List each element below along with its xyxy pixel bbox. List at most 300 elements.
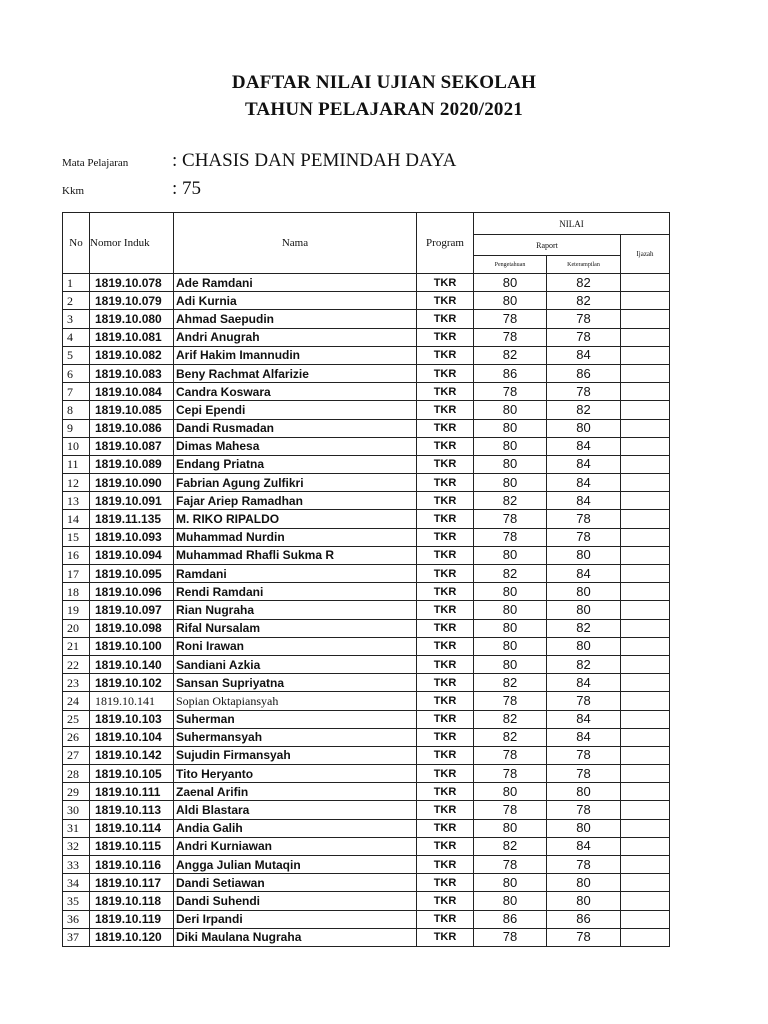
cell-program: TKR bbox=[417, 892, 474, 910]
header-nomor-induk: Nomor Induk bbox=[90, 213, 174, 274]
cell-keterampilan: 86 bbox=[547, 364, 621, 382]
cell-ijazah bbox=[621, 455, 670, 473]
cell-program: TKR bbox=[417, 546, 474, 564]
kkm-value: : 75 bbox=[172, 178, 202, 199]
cell-program: TKR bbox=[417, 292, 474, 310]
cell-program: TKR bbox=[417, 674, 474, 692]
cell-no: 22 bbox=[63, 655, 90, 673]
cell-no: 35 bbox=[63, 892, 90, 910]
cell-keterampilan: 80 bbox=[547, 546, 621, 564]
cell-program: TKR bbox=[417, 510, 474, 528]
cell-nomor-induk: 1819.10.093 bbox=[90, 528, 174, 546]
cell-nomor-induk: 1819.10.094 bbox=[90, 546, 174, 564]
cell-keterampilan: 78 bbox=[547, 528, 621, 546]
cell-ijazah bbox=[621, 292, 670, 310]
cell-program: TKR bbox=[417, 910, 474, 928]
cell-nama: Endang Priatna bbox=[174, 455, 417, 473]
cell-nomor-induk: 1819.10.141 bbox=[90, 692, 174, 710]
cell-nomor-induk: 1819.10.116 bbox=[90, 856, 174, 874]
cell-pengetahuan: 78 bbox=[474, 310, 547, 328]
cell-program: TKR bbox=[417, 746, 474, 764]
cell-keterampilan: 84 bbox=[547, 474, 621, 492]
cell-ijazah bbox=[621, 892, 670, 910]
cell-pengetahuan: 80 bbox=[474, 292, 547, 310]
cell-no: 30 bbox=[63, 801, 90, 819]
cell-no: 5 bbox=[63, 346, 90, 364]
cell-nama: Beny Rachmat Alfarizie bbox=[174, 364, 417, 382]
cell-ijazah bbox=[621, 310, 670, 328]
cell-no: 31 bbox=[63, 819, 90, 837]
cell-nomor-induk: 1819.10.082 bbox=[90, 346, 174, 364]
table-row bbox=[63, 601, 670, 619]
cell-pengetahuan: 80 bbox=[474, 874, 547, 892]
table-body bbox=[63, 274, 670, 947]
table-row bbox=[63, 892, 670, 910]
cell-pengetahuan: 78 bbox=[474, 928, 547, 946]
cell-program: TKR bbox=[417, 528, 474, 546]
cell-ijazah bbox=[621, 837, 670, 855]
cell-keterampilan: 84 bbox=[547, 674, 621, 692]
cell-ijazah bbox=[621, 655, 670, 673]
cell-nama: Suherman bbox=[174, 710, 417, 728]
cell-no: 14 bbox=[63, 510, 90, 528]
cell-nomor-induk: 1819.10.111 bbox=[90, 783, 174, 801]
cell-ijazah bbox=[621, 565, 670, 583]
cell-program: TKR bbox=[417, 692, 474, 710]
cell-no: 21 bbox=[63, 637, 90, 655]
cell-nama: Rendi Ramdani bbox=[174, 583, 417, 601]
cell-keterampilan: 78 bbox=[547, 928, 621, 946]
table-row bbox=[63, 746, 670, 764]
cell-no: 16 bbox=[63, 546, 90, 564]
cell-program: TKR bbox=[417, 346, 474, 364]
cell-no: 19 bbox=[63, 601, 90, 619]
cell-nama: Angga Julian Mutaqin bbox=[174, 856, 417, 874]
cell-pengetahuan: 82 bbox=[474, 346, 547, 364]
cell-nama: Sansan Supriyatna bbox=[174, 674, 417, 692]
table-row bbox=[63, 692, 670, 710]
cell-pengetahuan: 80 bbox=[474, 892, 547, 910]
cell-program: TKR bbox=[417, 710, 474, 728]
cell-nomor-induk: 1819.10.114 bbox=[90, 819, 174, 837]
cell-program: TKR bbox=[417, 819, 474, 837]
cell-no: 4 bbox=[63, 328, 90, 346]
cell-no: 29 bbox=[63, 783, 90, 801]
cell-pengetahuan: 80 bbox=[474, 546, 547, 564]
cell-nomor-induk: 1819.10.119 bbox=[90, 910, 174, 928]
table-row bbox=[63, 528, 670, 546]
cell-no: 36 bbox=[63, 910, 90, 928]
cell-program: TKR bbox=[417, 619, 474, 637]
cell-nomor-induk: 1819.10.089 bbox=[90, 455, 174, 473]
table-row bbox=[63, 583, 670, 601]
cell-keterampilan: 78 bbox=[547, 328, 621, 346]
cell-program: TKR bbox=[417, 474, 474, 492]
cell-no: 28 bbox=[63, 765, 90, 783]
cell-no: 2 bbox=[63, 292, 90, 310]
cell-nomor-induk: 1819.10.091 bbox=[90, 492, 174, 510]
cell-pengetahuan: 80 bbox=[474, 783, 547, 801]
cell-pengetahuan: 78 bbox=[474, 692, 547, 710]
cell-no: 17 bbox=[63, 565, 90, 583]
table-row bbox=[63, 910, 670, 928]
cell-nama: Ade Ramdani bbox=[174, 274, 417, 292]
cell-no: 33 bbox=[63, 856, 90, 874]
header-program: Program bbox=[417, 213, 474, 274]
cell-pengetahuan: 82 bbox=[474, 492, 547, 510]
cell-ijazah bbox=[621, 601, 670, 619]
cell-nama: Andri Kurniawan bbox=[174, 837, 417, 855]
cell-pengetahuan: 82 bbox=[474, 710, 547, 728]
cell-no: 18 bbox=[63, 583, 90, 601]
table-row bbox=[63, 383, 670, 401]
cell-program: TKR bbox=[417, 383, 474, 401]
cell-program: TKR bbox=[417, 583, 474, 601]
cell-keterampilan: 78 bbox=[547, 765, 621, 783]
cell-keterampilan: 84 bbox=[547, 346, 621, 364]
table-row bbox=[63, 510, 670, 528]
cell-ijazah bbox=[621, 437, 670, 455]
cell-ijazah bbox=[621, 401, 670, 419]
cell-keterampilan: 78 bbox=[547, 801, 621, 819]
cell-keterampilan: 80 bbox=[547, 419, 621, 437]
cell-no: 20 bbox=[63, 619, 90, 637]
cell-nomor-induk: 1819.10.096 bbox=[90, 583, 174, 601]
cell-keterampilan: 82 bbox=[547, 619, 621, 637]
cell-program: TKR bbox=[417, 928, 474, 946]
cell-pengetahuan: 80 bbox=[474, 819, 547, 837]
cell-nama: Dandi Setiawan bbox=[174, 874, 417, 892]
cell-nomor-induk: 1819.10.084 bbox=[90, 383, 174, 401]
table-row bbox=[63, 619, 670, 637]
cell-program: TKR bbox=[417, 364, 474, 382]
table-row bbox=[63, 346, 670, 364]
table-row bbox=[63, 401, 670, 419]
table-row bbox=[63, 328, 670, 346]
cell-pengetahuan: 82 bbox=[474, 565, 547, 583]
cell-pengetahuan: 78 bbox=[474, 383, 547, 401]
cell-keterampilan: 80 bbox=[547, 583, 621, 601]
cell-program: TKR bbox=[417, 601, 474, 619]
cell-program: TKR bbox=[417, 437, 474, 455]
cell-pengetahuan: 82 bbox=[474, 728, 547, 746]
header-no: No bbox=[63, 213, 90, 274]
cell-nomor-induk: 1819.10.105 bbox=[90, 765, 174, 783]
header-nama: Nama bbox=[174, 213, 417, 274]
cell-program: TKR bbox=[417, 328, 474, 346]
cell-ijazah bbox=[621, 692, 670, 710]
cell-no: 6 bbox=[63, 364, 90, 382]
cell-nomor-induk: 1819.10.081 bbox=[90, 328, 174, 346]
cell-pengetahuan: 78 bbox=[474, 328, 547, 346]
cell-nomor-induk: 1819.10.120 bbox=[90, 928, 174, 946]
cell-nomor-induk: 1819.10.086 bbox=[90, 419, 174, 437]
cell-ijazah bbox=[621, 328, 670, 346]
cell-pengetahuan: 80 bbox=[474, 401, 547, 419]
cell-ijazah bbox=[621, 910, 670, 928]
cell-keterampilan: 84 bbox=[547, 837, 621, 855]
cell-ijazah bbox=[621, 674, 670, 692]
cell-no: 10 bbox=[63, 437, 90, 455]
cell-no: 12 bbox=[63, 474, 90, 492]
cell-program: TKR bbox=[417, 801, 474, 819]
cell-nomor-induk: 1819.10.078 bbox=[90, 274, 174, 292]
cell-no: 32 bbox=[63, 837, 90, 855]
cell-ijazah bbox=[621, 637, 670, 655]
cell-no: 23 bbox=[63, 674, 90, 692]
cell-no: 3 bbox=[63, 310, 90, 328]
cell-nama: Adi Kurnia bbox=[174, 292, 417, 310]
cell-keterampilan: 82 bbox=[547, 292, 621, 310]
cell-nama: Dandi Rusmadan bbox=[174, 419, 417, 437]
cell-ijazah bbox=[621, 856, 670, 874]
cell-pengetahuan: 82 bbox=[474, 837, 547, 855]
cell-nama: Muhammad Rhafli Sukma R bbox=[174, 546, 417, 564]
table-row bbox=[63, 801, 670, 819]
cell-program: TKR bbox=[417, 492, 474, 510]
cell-keterampilan: 80 bbox=[547, 874, 621, 892]
cell-ijazah bbox=[621, 801, 670, 819]
subject-value: : CHASIS DAN PEMINDAH DAYA bbox=[172, 150, 457, 171]
cell-nama: M. RIKO RIPALDO bbox=[174, 510, 417, 528]
header-keterampilan: Keterampilan bbox=[547, 256, 621, 274]
cell-nama: Dimas Mahesa bbox=[174, 437, 417, 455]
cell-program: TKR bbox=[417, 783, 474, 801]
cell-no: 1 bbox=[63, 274, 90, 292]
header-nilai: NILAI bbox=[474, 213, 670, 235]
cell-program: TKR bbox=[417, 655, 474, 673]
cell-nama: Ramdani bbox=[174, 565, 417, 583]
cell-no: 11 bbox=[63, 455, 90, 473]
cell-pengetahuan: 78 bbox=[474, 510, 547, 528]
cell-pengetahuan: 78 bbox=[474, 746, 547, 764]
cell-keterampilan: 84 bbox=[547, 492, 621, 510]
cell-pengetahuan: 86 bbox=[474, 910, 547, 928]
cell-pengetahuan: 78 bbox=[474, 801, 547, 819]
cell-ijazah bbox=[621, 583, 670, 601]
cell-nomor-induk: 1819.10.104 bbox=[90, 728, 174, 746]
table-row bbox=[63, 819, 670, 837]
table-row bbox=[63, 655, 670, 673]
cell-nomor-induk: 1819.11.135 bbox=[90, 510, 174, 528]
cell-program: TKR bbox=[417, 565, 474, 583]
header-ijazah: Ijazah bbox=[621, 235, 670, 274]
cell-program: TKR bbox=[417, 837, 474, 855]
table-row bbox=[63, 637, 670, 655]
cell-ijazah bbox=[621, 474, 670, 492]
cell-nomor-induk: 1819.10.083 bbox=[90, 364, 174, 382]
cell-nomor-induk: 1819.10.115 bbox=[90, 837, 174, 855]
cell-pengetahuan: 80 bbox=[474, 601, 547, 619]
cell-no: 7 bbox=[63, 383, 90, 401]
cell-nomor-induk: 1819.10.080 bbox=[90, 310, 174, 328]
cell-ijazah bbox=[621, 364, 670, 382]
cell-no: 27 bbox=[63, 746, 90, 764]
cell-keterampilan: 84 bbox=[547, 437, 621, 455]
cell-pengetahuan: 80 bbox=[474, 474, 547, 492]
cell-no: 9 bbox=[63, 419, 90, 437]
cell-pengetahuan: 80 bbox=[474, 583, 547, 601]
cell-ijazah bbox=[621, 710, 670, 728]
table-row bbox=[63, 474, 670, 492]
table-row bbox=[63, 437, 670, 455]
cell-nomor-induk: 1819.10.103 bbox=[90, 710, 174, 728]
cell-keterampilan: 86 bbox=[547, 910, 621, 928]
cell-ijazah bbox=[621, 419, 670, 437]
cell-pengetahuan: 78 bbox=[474, 528, 547, 546]
cell-keterampilan: 78 bbox=[547, 383, 621, 401]
grades-table bbox=[62, 212, 670, 947]
cell-nomor-induk: 1819.10.095 bbox=[90, 565, 174, 583]
table-row bbox=[63, 310, 670, 328]
cell-nama: Arif Hakim Imannudin bbox=[174, 346, 417, 364]
cell-keterampilan: 80 bbox=[547, 819, 621, 837]
cell-nomor-induk: 1819.10.079 bbox=[90, 292, 174, 310]
cell-program: TKR bbox=[417, 274, 474, 292]
kkm-label: Kkm bbox=[62, 185, 84, 197]
document-title-line1: DAFTAR NILAI UJIAN SEKOLAH bbox=[231, 72, 537, 93]
cell-nomor-induk: 1819.10.117 bbox=[90, 874, 174, 892]
cell-nomor-induk: 1819.10.090 bbox=[90, 474, 174, 492]
cell-nomor-induk: 1819.10.118 bbox=[90, 892, 174, 910]
cell-keterampilan: 84 bbox=[547, 710, 621, 728]
cell-keterampilan: 80 bbox=[547, 783, 621, 801]
cell-keterampilan: 80 bbox=[547, 601, 621, 619]
cell-nama: Fabrian Agung Zulfikri bbox=[174, 474, 417, 492]
document-title-line2: TAHUN PELAJARAN 2020/2021 bbox=[244, 99, 524, 120]
cell-keterampilan: 78 bbox=[547, 310, 621, 328]
cell-ijazah bbox=[621, 346, 670, 364]
cell-pengetahuan: 80 bbox=[474, 637, 547, 655]
cell-nama: Candra Koswara bbox=[174, 383, 417, 401]
cell-program: TKR bbox=[417, 310, 474, 328]
table-row bbox=[63, 837, 670, 855]
cell-pengetahuan: 80 bbox=[474, 619, 547, 637]
cell-pengetahuan: 86 bbox=[474, 364, 547, 382]
cell-ijazah bbox=[621, 746, 670, 764]
cell-nomor-induk: 1819.10.140 bbox=[90, 655, 174, 673]
cell-no: 13 bbox=[63, 492, 90, 510]
cell-nama: Zaenal Arifin bbox=[174, 783, 417, 801]
cell-nomor-induk: 1819.10.087 bbox=[90, 437, 174, 455]
header-raport: Raport bbox=[474, 235, 621, 256]
cell-no: 37 bbox=[63, 928, 90, 946]
cell-nama: Sopian Oktapiansyah bbox=[174, 692, 417, 710]
cell-ijazah bbox=[621, 510, 670, 528]
cell-nama: Aldi Blastara bbox=[174, 801, 417, 819]
cell-nama: Diki Maulana Nugraha bbox=[174, 928, 417, 946]
subject-label: Mata Pelajaran bbox=[62, 157, 129, 169]
cell-keterampilan: 80 bbox=[547, 892, 621, 910]
cell-pengetahuan: 82 bbox=[474, 674, 547, 692]
cell-nomor-induk: 1819.10.102 bbox=[90, 674, 174, 692]
table-row bbox=[63, 364, 670, 382]
cell-program: TKR bbox=[417, 856, 474, 874]
table-row bbox=[63, 274, 670, 292]
cell-no: 26 bbox=[63, 728, 90, 746]
table-row bbox=[63, 674, 670, 692]
cell-nama: Dandi Suhendi bbox=[174, 892, 417, 910]
cell-keterampilan: 78 bbox=[547, 692, 621, 710]
table-row bbox=[63, 856, 670, 874]
cell-pengetahuan: 80 bbox=[474, 655, 547, 673]
cell-nomor-induk: 1819.10.085 bbox=[90, 401, 174, 419]
cell-ijazah bbox=[621, 619, 670, 637]
cell-pengetahuan: 78 bbox=[474, 765, 547, 783]
cell-pengetahuan: 80 bbox=[474, 437, 547, 455]
cell-nama: Andri Anugrah bbox=[174, 328, 417, 346]
cell-keterampilan: 82 bbox=[547, 274, 621, 292]
table-row bbox=[63, 765, 670, 783]
cell-ijazah bbox=[621, 819, 670, 837]
table-row bbox=[63, 455, 670, 473]
cell-nama: Suhermansyah bbox=[174, 728, 417, 746]
cell-pengetahuan: 78 bbox=[474, 856, 547, 874]
table-row bbox=[63, 928, 670, 946]
cell-keterampilan: 84 bbox=[547, 455, 621, 473]
table-row bbox=[63, 728, 670, 746]
cell-no: 25 bbox=[63, 710, 90, 728]
cell-nama: Sandiani Azkia bbox=[174, 655, 417, 673]
cell-ijazah bbox=[621, 274, 670, 292]
cell-program: TKR bbox=[417, 728, 474, 746]
cell-nama: Deri Irpandi bbox=[174, 910, 417, 928]
cell-program: TKR bbox=[417, 401, 474, 419]
header-pengetahuan: Pengetahuan bbox=[474, 256, 547, 274]
cell-ijazah bbox=[621, 546, 670, 564]
cell-pengetahuan: 80 bbox=[474, 455, 547, 473]
cell-nama: Andia Galih bbox=[174, 819, 417, 837]
cell-ijazah bbox=[621, 928, 670, 946]
table-row bbox=[63, 492, 670, 510]
cell-no: 34 bbox=[63, 874, 90, 892]
cell-program: TKR bbox=[417, 419, 474, 437]
table-row bbox=[63, 292, 670, 310]
cell-nama: Muhammad Nurdin bbox=[174, 528, 417, 546]
cell-ijazah bbox=[621, 874, 670, 892]
cell-ijazah bbox=[621, 383, 670, 401]
cell-nama: Tito Heryanto bbox=[174, 765, 417, 783]
cell-keterampilan: 84 bbox=[547, 728, 621, 746]
cell-no: 15 bbox=[63, 528, 90, 546]
cell-nomor-induk: 1819.10.113 bbox=[90, 801, 174, 819]
table-row bbox=[63, 546, 670, 564]
table-row bbox=[63, 710, 670, 728]
cell-nomor-induk: 1819.10.142 bbox=[90, 746, 174, 764]
table-row bbox=[63, 419, 670, 437]
cell-keterampilan: 82 bbox=[547, 655, 621, 673]
cell-nomor-induk: 1819.10.097 bbox=[90, 601, 174, 619]
cell-nama: Fajar Ariep Ramadhan bbox=[174, 492, 417, 510]
cell-keterampilan: 80 bbox=[547, 637, 621, 655]
cell-keterampilan: 78 bbox=[547, 746, 621, 764]
table-row bbox=[63, 565, 670, 583]
cell-program: TKR bbox=[417, 637, 474, 655]
cell-nomor-induk: 1819.10.098 bbox=[90, 619, 174, 637]
cell-nama: Roni Irawan bbox=[174, 637, 417, 655]
cell-ijazah bbox=[621, 528, 670, 546]
cell-pengetahuan: 80 bbox=[474, 419, 547, 437]
cell-no: 24 bbox=[63, 692, 90, 710]
table-row bbox=[63, 783, 670, 801]
cell-ijazah bbox=[621, 783, 670, 801]
table-row bbox=[63, 874, 670, 892]
cell-nama: Rian Nugraha bbox=[174, 601, 417, 619]
cell-keterampilan: 84 bbox=[547, 565, 621, 583]
cell-nama: Ahmad Saepudin bbox=[174, 310, 417, 328]
cell-keterampilan: 82 bbox=[547, 401, 621, 419]
cell-program: TKR bbox=[417, 765, 474, 783]
